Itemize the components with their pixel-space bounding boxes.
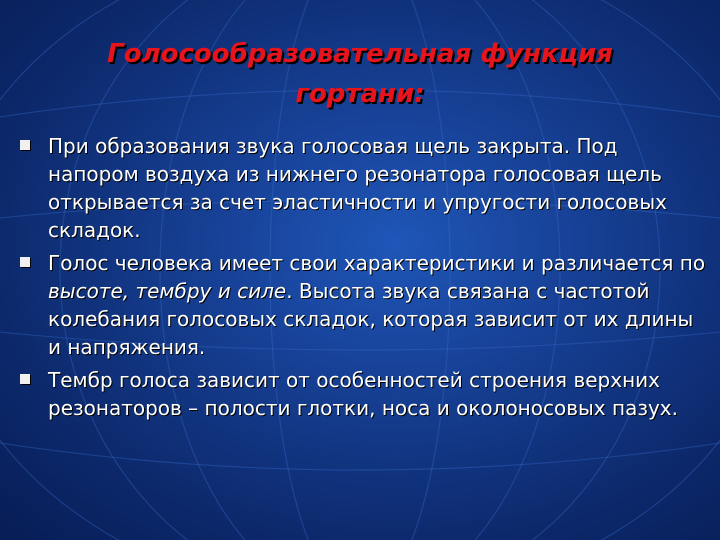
bullet-text-italic: высоте, тембру и силе <box>48 279 287 303</box>
bullet-text: При образования звука голосовая щель закрыта. Под напором воздуха из нижнего резонатора голосовая щель открывается за счет эластичности и упругости голосовых складок. <box>48 134 667 242</box>
bullet-item <box>18 249 708 361</box>
slide-title <box>40 34 680 114</box>
slide-title-line1: Голосообразовательная функция <box>107 39 613 69</box>
bullet-item <box>18 132 708 244</box>
square-bullet-icon <box>20 140 30 150</box>
square-bullet-icon <box>20 374 30 384</box>
bullet-item <box>18 366 708 422</box>
bullet-text-end: . Высота звука связана с частотой колебания голосовых складок, которая зависит от их длины и напряжения. <box>48 279 694 359</box>
slide-title-line2: гортани: <box>295 79 425 109</box>
square-bullet-icon <box>20 257 30 267</box>
bullet-list <box>18 132 708 427</box>
bullet-text-start: Голос человека имеет свои характеристики и различается по <box>48 251 706 275</box>
bullet-text: Тембр голоса зависит от особенностей строения верхних резонаторов – полости глотки, носа и околоносовых пазух. <box>48 368 678 420</box>
